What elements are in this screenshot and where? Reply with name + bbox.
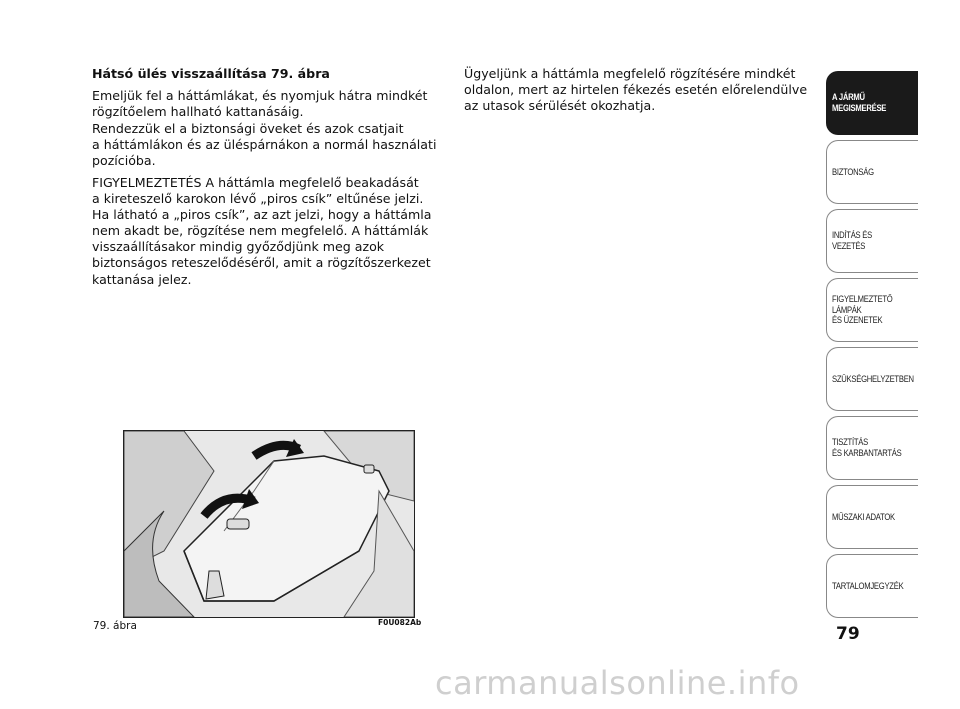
seat-figure [123,430,415,618]
right-column [464,66,814,120]
tab-label: INDÍTÁS ÉS VEZETÉS [832,230,872,251]
note-paragraph: Ügyeljünk a háttámla megfelelő rögzítésére mindkét oldalon, mert az hirtelen fékezés esetén előrelendülve az utasok sérülését okozhatja. [464,66,808,114]
tab-label: A JÁRMŰ MEGISMERÉSE [832,92,887,113]
watermark: carmanualsonline.info [435,664,800,702]
figure-code: F0U082Ab [378,618,422,627]
left-column [92,66,437,294]
tab-label: TISZTÍTÁS ÉS KARBANTARTÁS [832,437,902,458]
tab-tisztitas-es-karbantartas[interactable] [826,416,918,480]
figure-caption: 79. ábra [93,620,137,632]
tab-szukseghelyzetben[interactable] [826,347,918,411]
tab-biztonsag[interactable] [826,140,918,204]
rear-seat-illustration [124,431,414,617]
page-number: 79 [836,624,860,644]
tab-muszaki-adatok[interactable] [826,485,918,549]
section-heading: Hátsó ülés visszaállítása 79. ábra [92,66,330,81]
tab-label: TARTALOMJEGYZÉK [832,580,904,591]
tab-label: SZÜKSÉGHELYZETBEN [832,373,914,384]
chapter-sidebar [826,71,918,623]
tab-label: FIGYELMEZTETŐ LÁMPÁK ÉS ÜZENETEK [832,293,893,326]
tab-label: BIZTONSÁG [832,166,874,177]
warning-paragraph: FIGYELMEZTETÉS A háttámla megfelelő beakadását a kireteszelő karokon lévő „piros csík” eltűnése jelzi. Ha látható a „piros csík”, az azt jelzi, hogy a háttámla nem akadt be, rögzítése nem megfelelő. A háttámlák visszaállításakor mindig győződjünk meg azok biztonságos reteszelődéséről, amit a rögzítőszerkezet kattanása jelez. [92,174,432,287]
tab-figyelmezteto-lampak[interactable] [826,278,918,342]
tab-jarmu-megismerese[interactable] [826,71,918,135]
tab-label: MŰSZAKI ADATOK [832,511,895,522]
instruction-paragraph: Emeljük fel a háttámlákat, és nyomjuk hátra mindkét rögzítőelem hallható kattanásáig. Rendezzük el a biztonsági öveket és azok csatjait a háttámlákon és az üléspárnákon a normál használati pozícióba. [92,88,437,168]
tab-tartalomjegyzek[interactable] [826,554,918,618]
tab-inditas-es-vezetes[interactable] [826,209,918,273]
